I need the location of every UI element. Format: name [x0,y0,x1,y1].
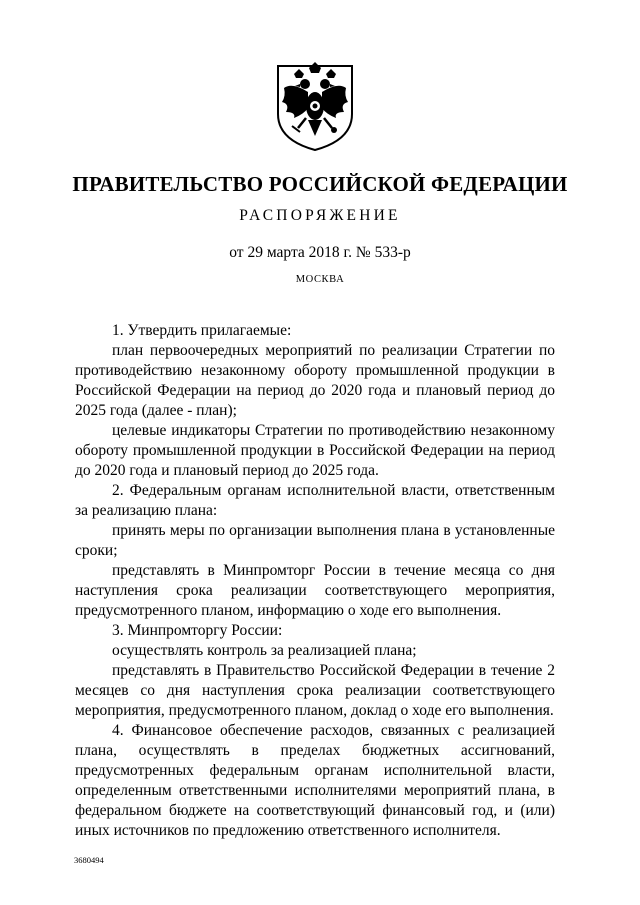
city: МОСКВА [295,274,345,285]
paragraph: 3. Минпромторгу России: [112,622,283,639]
russian-coat-of-arms-icon [272,52,358,152]
paragraph: осуществлять контроль за реализацией плана; [112,642,417,659]
paragraph: 1. Утвердить прилагаемые: [112,322,292,339]
date-and-number: от 29 марта 2018 г. № 533-р [229,244,411,261]
document-type: РАСПОРЯЖЕНИЕ [239,207,401,224]
paragraph: 4. Финансовое обеспечение расходов, связанных с реализацией плана, осуществлять в пределах бюджетных ассигнований, предусмотренных федеральным органам исполнительной власти, определенным ответственными исполнителями мероприятий плана, в федеральном бюджете на соответствующий финансовый год, и (или) иных источников по предложению ответственного исполнителя. [75,722,555,839]
paragraph: 2. Федеральным органам исполнительной власти, ответственным за реализацию плана: [75,482,555,519]
paragraph: целевые индикаторы Стратегии по противодействию незаконному обороту промышленной продукции в Российской Федерации на период до 2020 года и плановый период до 2025 года. [75,422,555,479]
document-body [75,321,555,841]
paragraph: принять меры по организации выполнения плана в установленные сроки; [75,522,555,559]
paragraph: представлять в Минпромторг России в течение месяца со дня наступления срока реализации соответствующего мероприятия, предусмотренного планом, информацию о ходе его выполнения. [75,562,555,619]
paragraph: представлять в Правительство Российской Федерации в течение 2 месяцев со дня наступления срока реализации соответствующего мероприятия, предусмотренного планом, доклад о ходе его выполнения. [75,662,555,719]
document-code: 3680494 [74,855,104,865]
government-title: ПРАВИТЕЛЬСТВО РОССИЙСКОЙ ФЕДЕРАЦИИ [72,172,568,196]
paragraph: план первоочередных мероприятий по реализации Стратегии по противодействию незаконному обороту промышленной продукции в Российской Федерации на период до 2020 года и плановый период до 2025 года (далее - план); [75,342,555,419]
